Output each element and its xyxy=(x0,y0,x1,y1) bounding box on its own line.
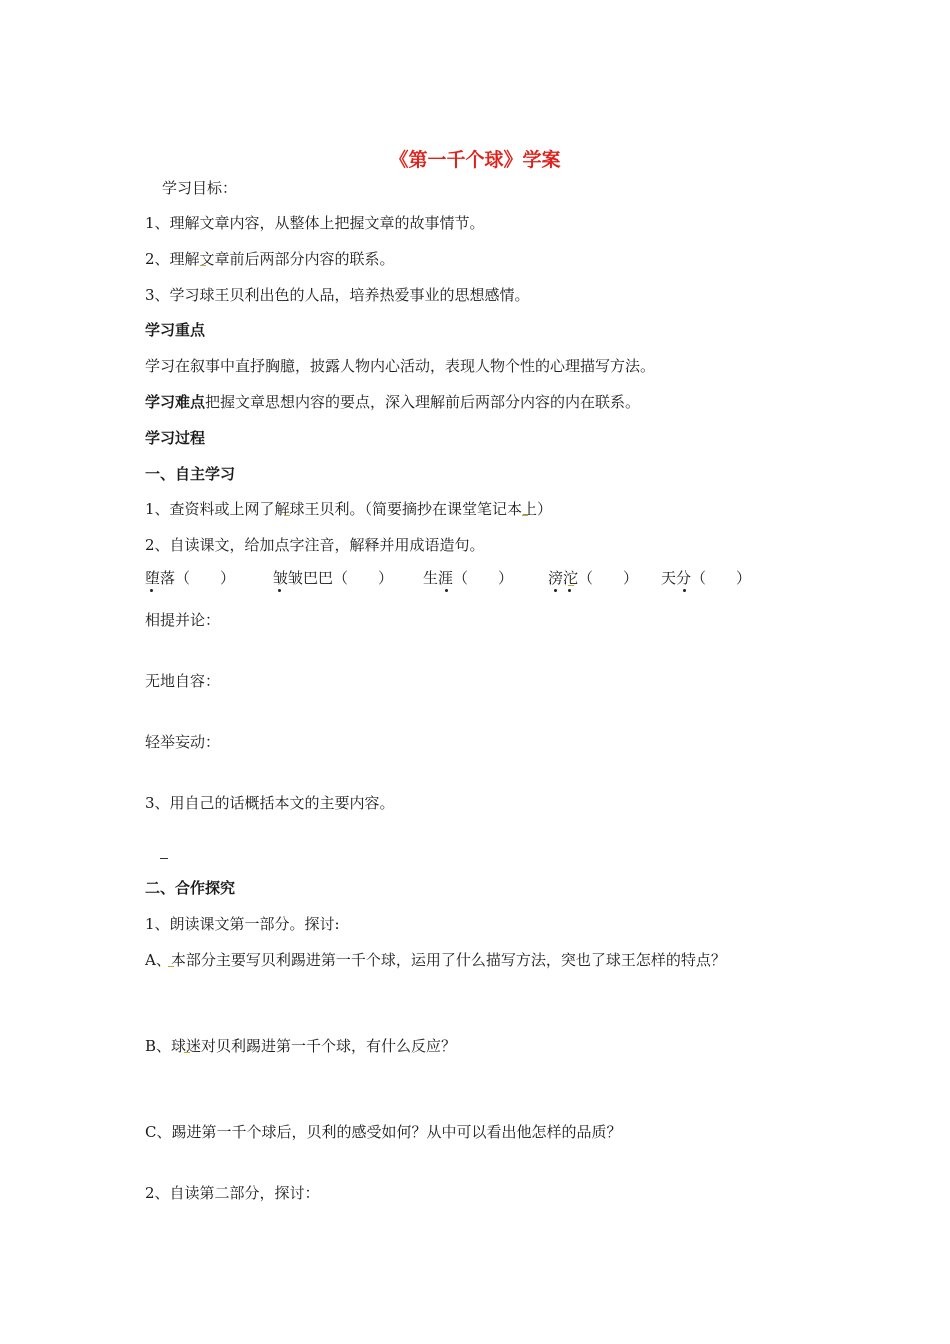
pinyin-item: 滂沱（ ） xyxy=(548,569,639,587)
pinyin-item: 堕落（ ） xyxy=(145,569,236,587)
part1-question-2: 2、自读课文，给加点字注音，解释并用成语造句。 xyxy=(145,536,485,554)
stray-mark xyxy=(160,858,168,859)
difficulty-line xyxy=(145,392,640,412)
objective-item-1: 1、理解文章内容，从整体上把握文章的故事情节。 xyxy=(145,214,485,232)
stray-mark xyxy=(200,262,206,266)
emphasis-dot xyxy=(278,589,281,592)
emphasis-dot xyxy=(150,589,153,592)
idiom-1: 相提并论： xyxy=(145,611,221,629)
stray-mark xyxy=(284,512,290,516)
pinyin-item: 天分（ ） xyxy=(661,569,752,587)
part2-question-1: 1、朗读课文第一部分。探讨: xyxy=(145,915,340,933)
key-points-heading: 学习重点 xyxy=(145,321,206,339)
idiom-2: 无地自容： xyxy=(145,672,221,690)
emphasis-dot xyxy=(554,589,557,592)
part1-question-3: 3、用自己的话概括本文的主要内容。 xyxy=(145,794,395,812)
part2-question-c: C、踢进第一千个球后，贝利的感受如何？从中可以看出他怎样的品质？ xyxy=(145,1123,622,1141)
document-title: 《第一千个球》学案 xyxy=(389,149,561,171)
idiom-3: 轻举妄动： xyxy=(145,733,221,751)
stray-mark xyxy=(568,582,574,586)
objectives-heading: 学习目标： xyxy=(162,179,238,197)
stray-mark xyxy=(168,963,174,967)
part1-heading: 一、自主学习 xyxy=(145,465,236,483)
stray-mark xyxy=(522,512,528,516)
part2-question-2: 2、自读第二部分，探讨： xyxy=(145,1184,320,1202)
part2-question-a: A、本部分主要写贝利踢进第一千个球，运用了什么描写方法，突也了球王怎样的特点？ xyxy=(145,951,726,969)
part2-heading: 二、合作探究 xyxy=(145,879,236,897)
emphasis-dot xyxy=(683,589,686,592)
part2-question-b: B、球迷对贝利踢进第一千个球，有什么反应？ xyxy=(145,1037,457,1055)
pinyin-exercise-row xyxy=(145,567,845,591)
objective-item-2: 2、理解文章前后两部分内容的联系。 xyxy=(145,250,395,268)
process-heading: 学习过程 xyxy=(145,429,206,447)
objective-item-3: 3、学习球王贝利出色的人品，培养热爱事业的思想感情。 xyxy=(145,286,530,304)
difficulty-text: 把握文章思想内容的要点，深入理解前后两部分内容的内在联系。 xyxy=(205,393,641,411)
pinyin-item: 生涯（ ） xyxy=(423,569,514,587)
stray-mark xyxy=(184,1049,190,1053)
difficulty-heading: 学习难点 xyxy=(145,393,206,411)
emphasis-dot xyxy=(445,589,448,592)
emphasis-dot xyxy=(568,589,571,592)
pinyin-item: 皱皱巴巴（ ） xyxy=(273,569,394,587)
part1-question-1: 1、查资料或上网了解球王贝利。（简要摘抄在课堂笔记本上） xyxy=(145,500,553,518)
key-points-text: 学习在叙事中直抒胸臆，披露人物内心活动，表现人物个性的心理描写方法。 xyxy=(145,357,656,375)
